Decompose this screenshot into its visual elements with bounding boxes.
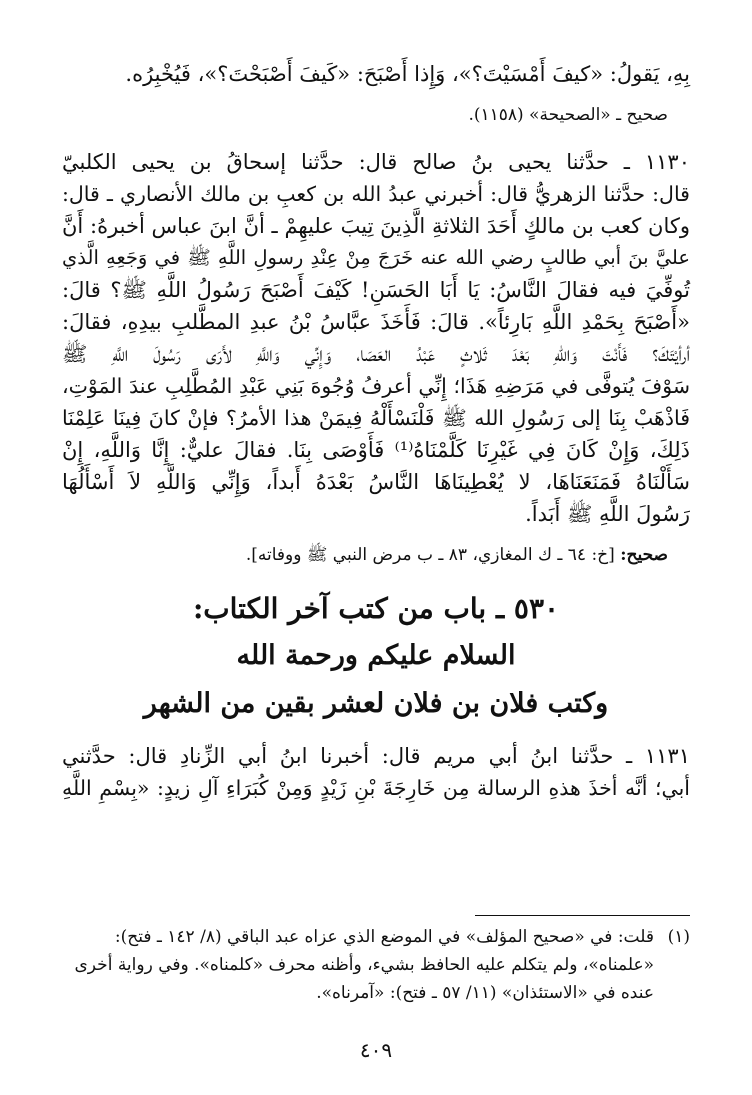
footnote-text: «علمناه»، ولم يتكلم عليه الحافظ بشيء، وأظنه محرف «كلمناه». وفي رواية أخرى xyxy=(74,955,654,975)
footnote-divider xyxy=(475,915,690,916)
footnote-line xyxy=(62,951,690,979)
footnote-line xyxy=(62,923,690,951)
page-body xyxy=(62,58,690,804)
hadith-1130-line: سَوْفَ يُتوفَّى في مَرَضِهِ هَذَا؛ إِنِّي أعرفُ وُجُوهَ بَنِي عَبْدِ المُطَّلِبِ عندَ المَوْتِ، xyxy=(62,374,690,398)
page-number: ٤٠٩ xyxy=(359,1038,393,1062)
hadith-1130-line: وكان كعب بن مالكٍ أَحَدَ الثلاثةِ الَّذِينَ تِيبَ عليهِمْ ـ أنَّ ابنَ عباس أخبرهُ: أَنَّ xyxy=(62,214,690,238)
hadith-1130-line: عليَّ بنَ أبي طالبٍ رضي الله عنه خَرَجَ مِنْ عِنْدِ رسولِ اللَّهِ ﷺ في وَجَعِهِ الَّذي xyxy=(62,246,690,269)
hadith-1130-line: قال: حدَّثنا الزهريُّ قال: أخبرني عبدُ الله بن كعبِ بن مالك الأنصاري ـ قال: xyxy=(62,182,690,206)
hadith-1131-line: أبي؛ أنَّه أخذَ هذهِ الرسالة مِن خَارِجَةَ بْنِ زَيْدٍ وَمِنْ كُبَرَاءِ آلِ زيدٍ: «بِسْمِ اللَّهِ xyxy=(62,776,690,800)
hadith-1130-line: رَسُولَ اللَّهِ ﷺ أَبَداً. xyxy=(525,502,690,526)
hadith-1130-line: تُوفِّيَ فيه فقالَ النَّاسُ: يَا أَبَا الحَسَنِ! كَيْفَ أَصْبَحَ رَسُولُ اللَّهِ ﷺ؟ قالَ: xyxy=(62,278,690,302)
footnote-line xyxy=(62,979,690,1007)
intro-line: بِهِ، يَقولُ: «كيفَ أَمْسَيْتَ؟»، وَإِذا أَصْبَحَ: «كَيفَ أَصْبَحْتَ؟»، فَيُخْبِرُه. xyxy=(125,62,690,86)
footnotes xyxy=(62,923,690,1007)
hadith-1130-line: أرأيْتَكَ؟ فَأَنْتَ وَاللهِ بَعْدَ ثَلاثٍ عَبْدُ العَصَا، وَإِنِّي وَاللَّهِ لأَرَى رَسُولَ اللَّهِ ﷺ xyxy=(62,342,690,366)
hadith-1130-line: ذَلِكَ، وَإِنْ كَانَ فِي غَيْرِنَا كَلَّمْنَاهُ⁽¹⁾ فَأَوْصَى بِنَا. فقالَ عليٌّ: إِنَّا وَاللَّهِ، إِنْ xyxy=(62,438,690,462)
source-text: [خ: ٦٤ ـ ك المغازي، ٨٣ ـ ب مرض النبي ﷺ ووفاته]. xyxy=(245,545,615,565)
hadith-1130-source xyxy=(62,542,668,568)
chapter-subtitle: وكتب فلان بن فلان لعشر بقين من الشهر xyxy=(143,688,609,719)
hadith-1130 xyxy=(62,146,690,530)
intro-source: صحيح ـ «الصحيحة» (١١٥٨). xyxy=(468,105,668,125)
hadith-1130-line: «أَصْبَحَ بِحَمْدِ اللَّهِ بَارِئاً». قالَ: فَأَخَذَ عبَّاسُ بْنُ عبدِ المطَّلبِ بيدِهِ، فقالَ: xyxy=(62,310,690,334)
footnote-text: قلت: في «صحيح المؤلف» في الموضع الذي عزاه عبد الباقي (٨/ ١٤٢ ـ فتح): xyxy=(114,927,654,947)
footnote-marker: (١) xyxy=(667,927,690,947)
footnote-text: عنده في «الاستئذان» (١١/ ٥٧ ـ فتح): «آمرناه». xyxy=(316,983,654,1003)
hadith-1130-line: فَاذْهَبْ بِنَا إلى رَسُولِ الله ﷺ فَلْنَسْأَلْهُ فِيمَنْ هذا الأمرُ؟ فإنْ كانَ فِينَا عَلِمْنَا xyxy=(62,406,690,430)
hadith-1130-line: ١١٣٠ ـ حدَّثنا يحيى بنُ صالح قال: حدَّثنا إسحاقُ بن يحيى الكلبيّ xyxy=(62,150,690,174)
hadith-1131-line: ١١٣١ ـ حدَّثنا ابنُ أبي مريم قال: أخبرنا ابنُ أبي الزِّنادِ قال: حدَّثني xyxy=(62,744,690,768)
chapter-title: ٥٣٠ ـ باب من كتب آخر الكتاب: xyxy=(192,592,560,625)
chapter-subtitle: السلام عليكم ورحمة الله xyxy=(236,640,516,671)
hadith-1131 xyxy=(62,740,690,804)
source-label: صحيح: xyxy=(620,545,668,565)
hadith-1130-line: سَأَلْنَاهُ فَمَنَعَنَاهَا، لا يُعْطِينَاهَا النَّاسُ بَعْدَهُ أَبداً، وَإِنِّي وَاللَّهِ لاَ أَسْأَلُهَا xyxy=(62,470,690,494)
